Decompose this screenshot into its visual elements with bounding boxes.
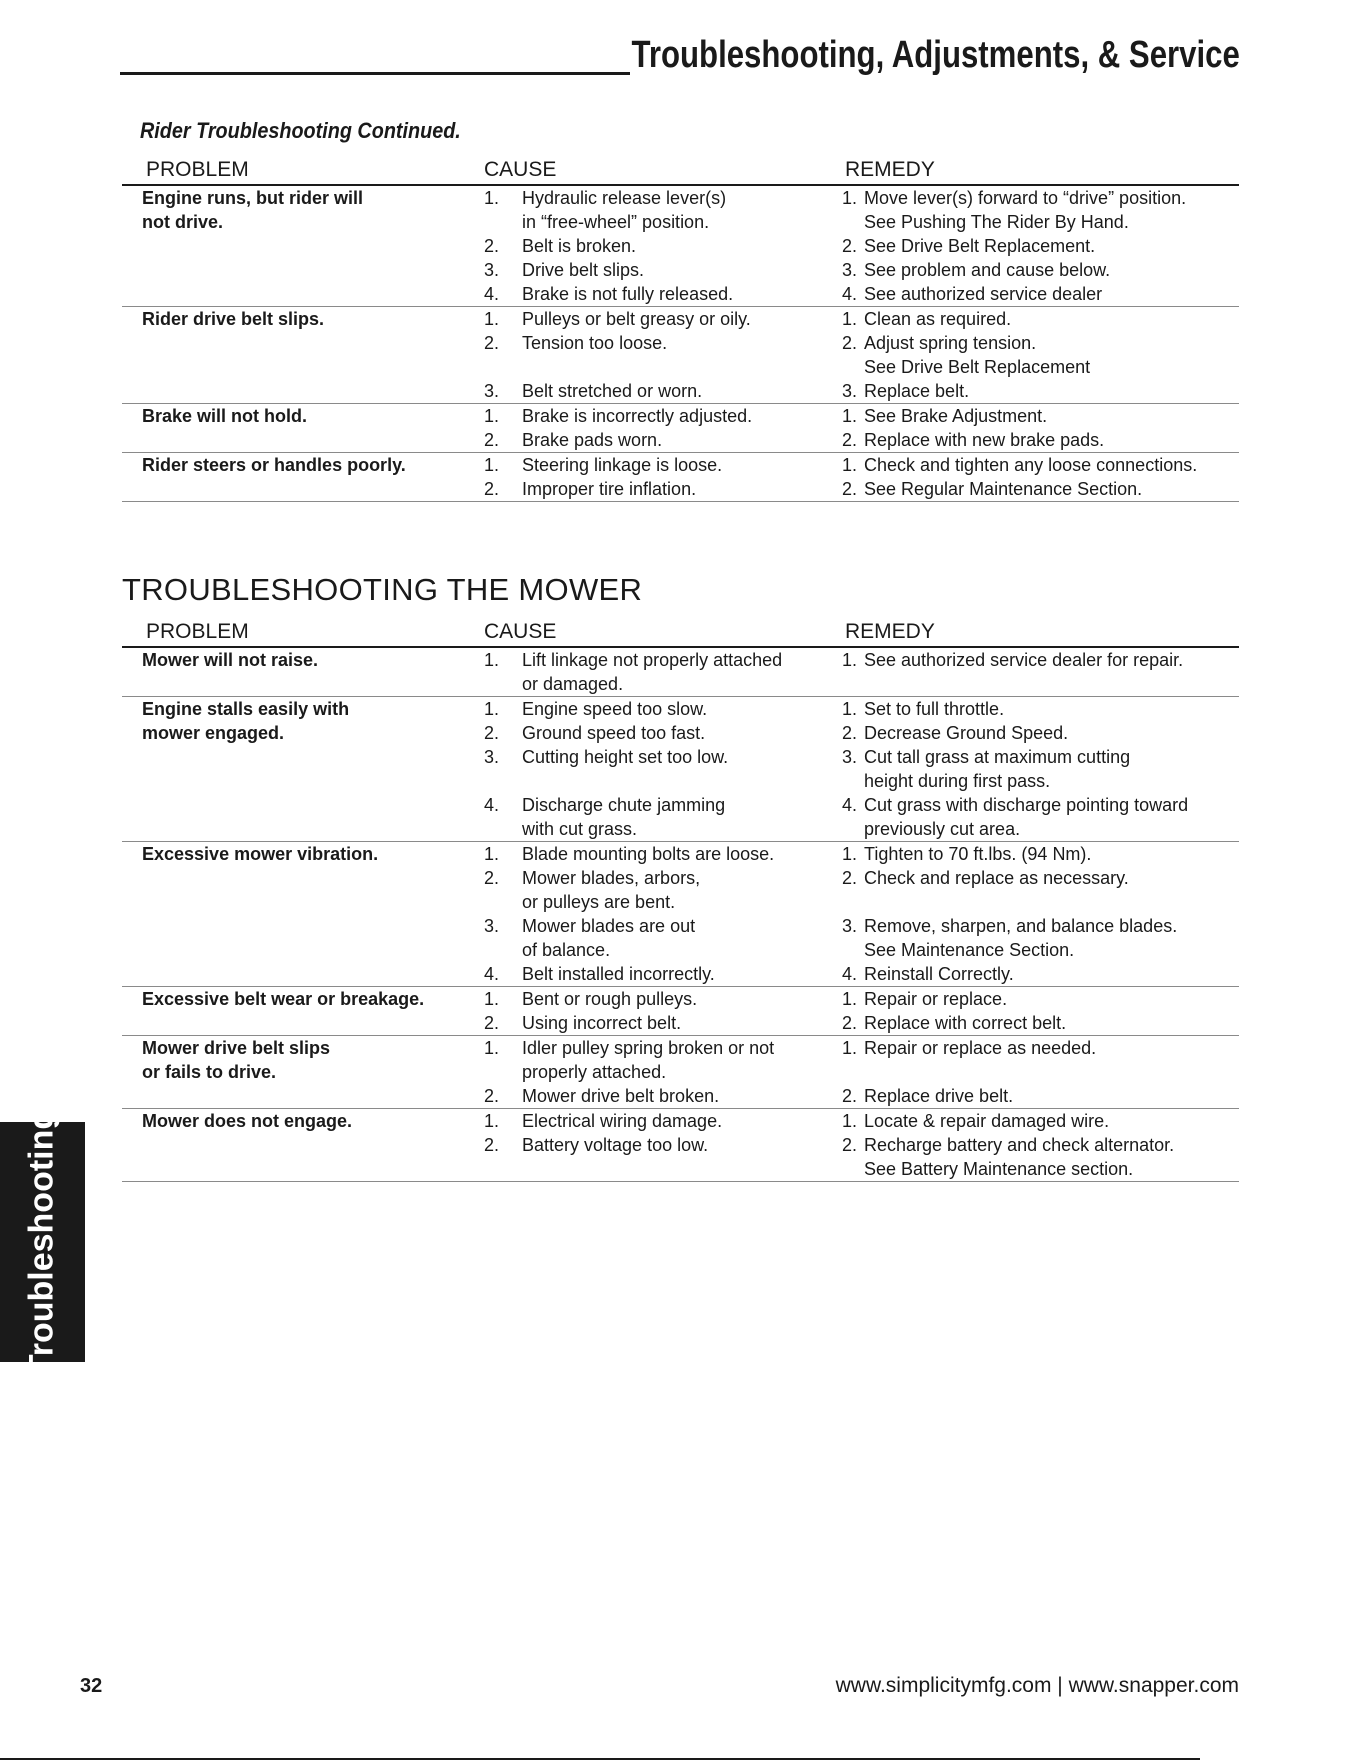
mower-troubleshooting-table [122,618,1239,1182]
remedy-number: 1. [842,699,858,719]
remedy-cell: Move lever(s) forward to “drive” position. [864,188,1187,208]
table-line [122,793,1239,817]
remedy-cell: height during first pass. [864,771,1051,791]
table-line [122,817,1239,841]
remedy-number: 2. [842,236,858,256]
remedy-column-header: REMEDY [845,158,935,181]
table-header [122,618,1239,648]
problem-cell: Engine runs, but rider will [142,188,364,208]
problem-cell: or fails to drive. [142,1062,277,1082]
cause-number: 1. [484,650,500,670]
cause-cell: Mower blades, arbors, [522,868,701,888]
remedy-cell: See problem and cause below. [864,260,1111,280]
remedy-number: 1. [842,455,858,475]
table-line [122,842,1239,866]
remedy-number: 1. [842,309,858,329]
cause-number: 3. [484,260,500,280]
remedy-cell: See Drive Belt Replacement [864,357,1091,377]
remedy-number: 1. [842,989,858,1009]
remedy-cell: Replace with correct belt. [864,1013,1067,1033]
problem-cell: Engine stalls easily with [142,699,350,719]
problem-cell: Mower drive belt slips [142,1038,331,1058]
remedy-cell: Adjust spring tension. [864,333,1037,353]
remedy-number: 3. [842,747,858,767]
table-line [122,234,1239,258]
cause-column-header: CAUSE [484,158,557,181]
cause-cell: Belt installed incorrectly. [522,964,715,984]
cause-cell: Mower blades are out [522,916,696,936]
rider-rows [122,186,1239,502]
cause-number: 4. [484,964,500,984]
cause-number: 3. [484,381,500,401]
remedy-cell: Replace belt. [864,381,970,401]
table-line [122,1060,1239,1084]
remedy-cell: See Brake Adjustment. [864,406,1048,426]
cause-number: 4. [484,795,500,815]
table-line [122,307,1239,331]
page-title: Troubleshooting, Adjustments, & Service [631,34,1240,76]
cause-cell: properly attached. [522,1062,667,1082]
cause-cell: with cut grass. [522,819,638,839]
table-line [122,210,1239,234]
table-row [122,404,1239,453]
cause-cell: Electrical wiring damage. [522,1111,723,1131]
remedy-number: 4. [842,284,858,304]
table-line [122,866,1239,890]
remedy-cell: Set to full throttle. [864,699,1005,719]
problem-column-header: PROBLEM [146,158,249,181]
remedy-number: 2. [842,1086,858,1106]
cause-cell: Belt stretched or worn. [522,381,703,401]
remedy-cell: Reinstall Correctly. [864,964,1014,984]
cause-number: 2. [484,430,500,450]
cause-number: 1. [484,1111,500,1131]
table-row [122,453,1239,502]
page-number: 32 [80,1675,103,1697]
remedy-cell: Decrease Ground Speed. [864,723,1069,743]
cause-cell: Engine speed too slow. [522,699,708,719]
table-row [122,307,1239,404]
cause-cell: in “free-wheel” position. [522,212,710,232]
mower-section-title: TROUBLESHOOTING THE MOWER [122,572,643,607]
cause-cell: Tension too loose. [522,333,668,353]
cause-cell: Blade mounting bolts are loose. [522,844,775,864]
cause-number: 1. [484,309,500,329]
table-line [122,1084,1239,1108]
cause-number: 1. [484,455,500,475]
table-line [122,258,1239,282]
cause-number: 1. [484,1038,500,1058]
table-row [122,697,1239,842]
cause-number: 2. [484,723,500,743]
remedy-cell: See Battery Maintenance section. [864,1159,1134,1179]
problem-cell: not drive. [142,212,224,232]
page-header [120,30,1240,80]
table-line [122,721,1239,745]
table-line [122,355,1239,379]
table-line [122,914,1239,938]
cause-cell: Pulleys or belt greasy or oily. [522,309,751,329]
cause-cell: Improper tire inflation. [522,479,697,499]
remedy-cell: Locate & repair damaged wire. [864,1111,1110,1131]
cause-cell: Hydraulic release lever(s) [522,188,727,208]
table-line [122,648,1239,672]
problem-cell: Mower will not raise. [142,650,319,670]
problem-cell: Brake will not hold. [142,406,308,426]
remedy-number: 2. [842,479,858,499]
problem-cell: Rider drive belt slips. [142,309,325,329]
cause-cell: Mower drive belt broken. [522,1086,720,1106]
remedy-number: 1. [842,650,858,670]
side-tab-label: Troubleshooting [22,1108,61,1376]
table-line [122,477,1239,501]
cause-cell: Steering linkage is loose. [522,455,723,475]
table-line [122,379,1239,403]
remedy-number: 4. [842,964,858,984]
table-row [122,987,1239,1036]
problem-cell: Rider steers or handles poorly. [142,455,406,475]
remedy-number: 2. [842,868,858,888]
rider-continued-title: Rider Troubleshooting Continued. [140,118,461,143]
remedy-number: 3. [842,381,858,401]
cause-cell: Discharge chute jamming [522,795,726,815]
remedy-number: 2. [842,333,858,353]
cause-cell: Belt is broken. [522,236,637,256]
cause-number: 2. [484,868,500,888]
cause-cell: Brake is not fully released. [522,284,734,304]
cause-cell: Idler pulley spring broken or not [522,1038,775,1058]
remedy-cell: Cut grass with discharge pointing toward [864,795,1189,815]
cause-number: 2. [484,1086,500,1106]
remedy-cell: Replace with new brake pads. [864,430,1105,450]
problem-cell: Excessive belt wear or breakage. [142,989,425,1009]
cause-number: 2. [484,1135,500,1155]
bottom-rule [0,1758,1200,1760]
cause-number: 1. [484,188,500,208]
remedy-cell: See authorized service dealer for repair. [864,650,1184,670]
table-line [122,186,1239,210]
rider-troubleshooting-table [122,156,1239,502]
table-line [122,769,1239,793]
remedy-cell: See Drive Belt Replacement. [864,236,1096,256]
remedy-number: 1. [842,1111,858,1131]
cause-number: 2. [484,1013,500,1033]
remedy-number: 1. [842,188,858,208]
table-line [122,1157,1239,1181]
cause-cell: Lift linkage not properly attached [522,650,783,670]
table-line [122,745,1239,769]
cause-cell: Cutting height set too low. [522,747,729,767]
cause-cell: or damaged. [522,674,624,694]
header-rule [120,72,630,75]
cause-number: 2. [484,479,500,499]
table-row [122,842,1239,987]
remedy-cell: See Regular Maintenance Section. [864,479,1143,499]
table-line [122,987,1239,1011]
remedy-cell: Replace drive belt. [864,1086,1014,1106]
table-row [122,186,1239,307]
table-row [122,648,1239,697]
cause-number: 4. [484,284,500,304]
cause-cell: Brake is incorrectly adjusted. [522,406,753,426]
problem-cell: mower engaged. [142,723,285,743]
table-row [122,1036,1239,1109]
remedy-number: 2. [842,430,858,450]
problem-column-header: PROBLEM [146,620,249,643]
footer-url: www.simplicitymfg.com | www.snapper.com [835,1674,1239,1697]
cause-number: 3. [484,916,500,936]
cause-cell: Drive belt slips. [522,260,645,280]
table-header [122,156,1239,186]
remedy-cell: Clean as required. [864,309,1012,329]
cause-number: 1. [484,844,500,864]
cause-number: 2. [484,333,500,353]
remedy-number: 1. [842,1038,858,1058]
remedy-cell: Repair or replace. [864,989,1008,1009]
remedy-number: 3. [842,260,858,280]
remedy-cell: Check and tighten any loose connections. [864,455,1198,475]
table-line [122,1133,1239,1157]
table-line [122,282,1239,306]
remedy-cell: See authorized service dealer [864,284,1103,304]
table-line [122,1109,1239,1133]
table-line [122,1011,1239,1035]
cause-cell: of balance. [522,940,611,960]
cause-cell: or pulleys are bent. [522,892,676,912]
cause-cell: Battery voltage too low. [522,1135,709,1155]
table-line [122,890,1239,914]
cause-cell: Bent or rough pulleys. [522,989,698,1009]
remedy-number: 1. [842,406,858,426]
remedy-number: 4. [842,795,858,815]
remedy-number: 2. [842,1013,858,1033]
remedy-cell: See Maintenance Section. [864,940,1075,960]
table-line [122,404,1239,428]
remedy-cell: Recharge battery and check alternator. [864,1135,1175,1155]
cause-number: 1. [484,699,500,719]
remedy-cell: Cut tall grass at maximum cutting [864,747,1131,767]
table-line [122,962,1239,986]
cause-column-header: CAUSE [484,620,557,643]
remedy-cell: Check and replace as necessary. [864,868,1129,888]
remedy-number: 3. [842,916,858,936]
cause-number: 1. [484,406,500,426]
problem-cell: Excessive mower vibration. [142,844,379,864]
table-row [122,1109,1239,1182]
remedy-cell: Repair or replace as needed. [864,1038,1097,1058]
remedy-cell: Tighten to 70 ft.lbs. (94 Nm). [864,844,1092,864]
cause-number: 2. [484,236,500,256]
table-line [122,428,1239,452]
table-line [122,331,1239,355]
table-line [122,1036,1239,1060]
cause-number: 1. [484,989,500,1009]
remedy-cell: See Pushing The Rider By Hand. [864,212,1129,232]
remedy-cell: previously cut area. [864,819,1021,839]
remedy-number: 2. [842,723,858,743]
remedy-column-header: REMEDY [845,620,935,643]
table-line [122,453,1239,477]
section-side-tab [0,1108,85,1376]
cause-cell: Using incorrect belt. [522,1013,682,1033]
cause-cell: Brake pads worn. [522,430,663,450]
cause-cell: Ground speed too fast. [522,723,706,743]
cause-number: 3. [484,747,500,767]
table-line [122,672,1239,696]
table-line [122,697,1239,721]
table-line [122,938,1239,962]
remedy-number: 2. [842,1135,858,1155]
mower-rows [122,648,1239,1182]
problem-cell: Mower does not engage. [142,1111,353,1131]
remedy-number: 1. [842,844,858,864]
remedy-cell: Remove, sharpen, and balance blades. [864,916,1178,936]
